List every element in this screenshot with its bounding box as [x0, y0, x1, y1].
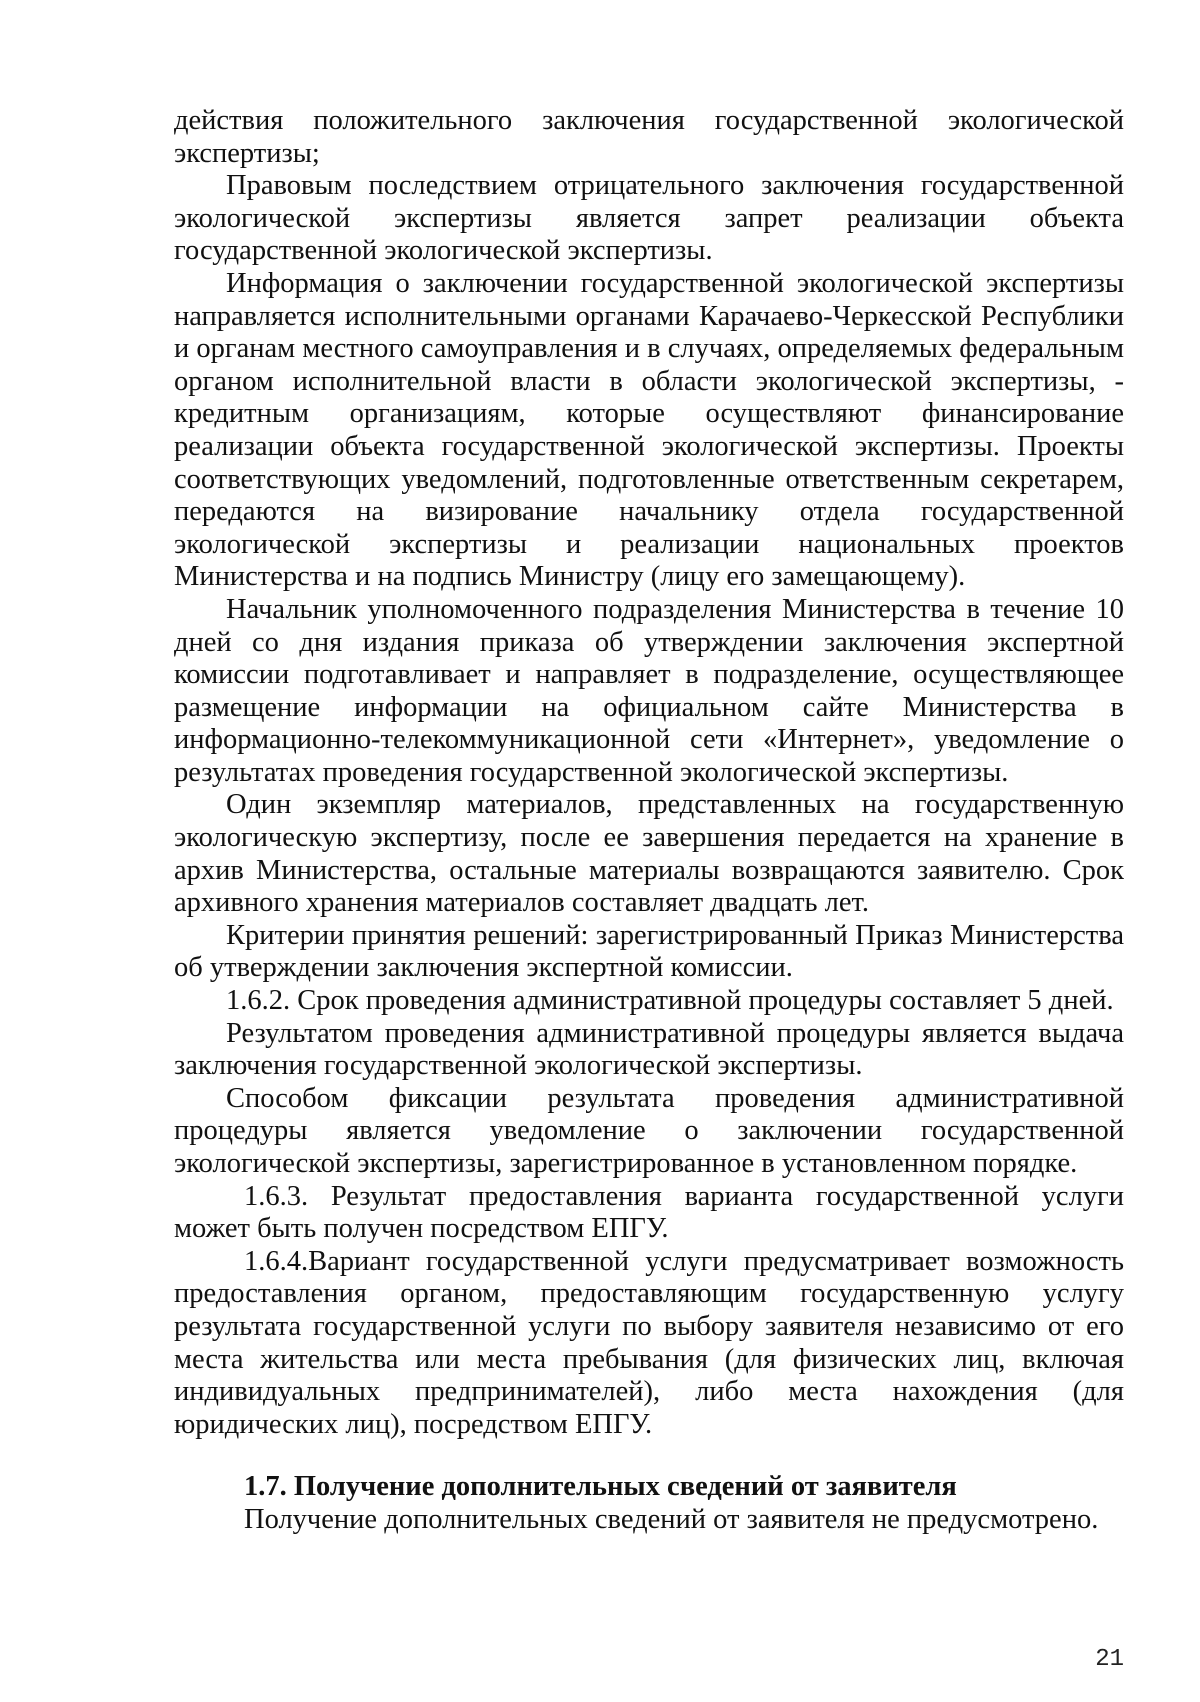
section-text: Получение дополнительных сведений от заявителя не предусмотрено.: [244, 1503, 1099, 1535]
paragraph-result-epgu: 1.6.3. Результат предоставления варианта государственной услуги может быть получен посредством ЕПГУ.: [174, 1180, 1124, 1245]
paragraph-result-fixation: Способом фиксации результата проведения административной процедуры является уведомление о заключении государственной экологической экспертизы, зарегистрированное в установленном порядке.: [174, 1082, 1124, 1179]
paragraph-continuation: действия положительного заключения государственной экологической экспертизы;: [174, 105, 1124, 169]
paragraph-procedure-term: 1.6.2. Срок проведения административной процедуры составляет 5 дней.: [226, 985, 1114, 1017]
paragraph-department-head: Начальник уполномоченного подразделения Министерства в течение 10 дней со дня издания приказа об утверждении заключения экспертной комиссии подготавливает и направляет в подразделение, осуществляющее размещение информации на официальном сайте Министерства в информационно-телекоммуникационной сети «Интернет», уведомление о результатах проведения государственной экологической экспертизы.: [174, 593, 1124, 788]
page-number: 21: [1095, 1646, 1124, 1673]
paragraph-information-notice: Информация о заключении государственной экологической экспертизы направляется исполнительными органами Карачаево-Черкесской Республики и органам местного самоуправления и в случаях, определяемых федеральным органом исполнительной власти в области экологической экспертизы, - кредитным организациям, которые осуществляют финансирование реализации объекта государственной экологической экспертизы. Проекты соответствующих уведомлений, подготовленные ответственным секретарем, передаются на визирование начальнику отдела государственной экологической экспертизы и реализации национальных проектов Министерства и на подпись Министру (лицу его замещающему).: [174, 267, 1124, 593]
paragraph-service-variant: 1.6.4.Вариант государственной услуги предусматривает возможность предоставления органом, предоставляющим государственную услугу результата государственной услуги по выбору заявителя независимо от его места жительства или места пребывания (для физических лиц, включая индивидуальных предпринимателей), либо места нахождения (для юридических лиц), посредством ЕПГУ.: [174, 1245, 1124, 1440]
paragraph-decision-criteria: Критерии принятия решений: зарегистрированный Приказ Министерства об утверждении заключения экспертной комиссии.: [174, 919, 1124, 984]
section-heading: 1.7. Получение дополнительных сведений от заявителя: [244, 1471, 957, 1503]
paragraph-legal-consequence: Правовым последствием отрицательного заключения государственной экологической экспертизы является запрет реализации объекта государственной экологической экспертизы.: [174, 170, 1124, 267]
paragraph-procedure-result: Результатом проведения административной процедуры является выдача заключения государственной экологической экспертизы.: [174, 1017, 1124, 1082]
document-page: [174, 105, 1124, 1537]
paragraph-archive-copy: Один экземпляр материалов, представленных на государственную экологическую экспертизу, после ее завершения передается на хранение в архив Министерства, остальные материалы возвращаются заявителю. Срок архивного хранения материалов составляет двадцать лет.: [174, 789, 1124, 919]
